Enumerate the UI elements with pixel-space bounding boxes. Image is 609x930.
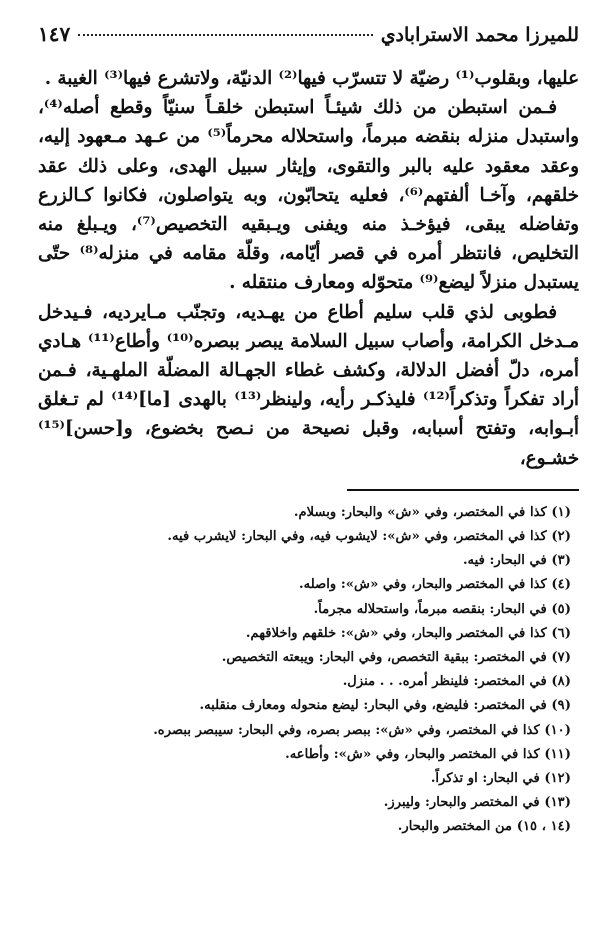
footnote-separator [347,489,579,491]
running-header [38,22,579,62]
footnote: (٦) كذا في المختصر والبحار، وفي «ش»: خلقهم واخلاقهم. [245,625,571,641]
header-dotted-leader [78,34,372,36]
footnote: (١٤ ، ١٥) من المختصر والبحار. [397,819,571,835]
paragraph: فطوبى لذي قلب سليم أطاع من يهـديه، وتجنّب مـايرديه، فـيدخل مـدخل الكرامة، وأصاب سبيل السلامة يبصر ببصره⁽¹⁰⁾ وأطاع⁽¹¹⁾ هـادي أمره، دلّ أفضل الدلالة، وكشف غطاء الجهـالة المضلّة الملهـية، فـمن أراد تفكراً وتذكراً⁽¹²⁾ فليذكـر رأيه، ولينظر⁽¹³⁾ بالهدى [ما]⁽¹⁴⁾ لم تـغلق أبـوابه، وتفتح أسبابه، وقبل نصيحة من نـصح بخضوع، و[حسن]⁽¹⁵⁾ خشـوع، [38,301,579,469]
footnote: (١٠) كذا في المختصر، وفي «ش»: ببصر بصره، وفي البحار: سيبصر ببصره. [153,722,571,738]
footnote: (٢) كذا في المختصر، وفي «ش»: لايشوب فيه، وفي البحار: لايشرب فيه. [167,529,571,545]
paragraph: عليها، وبقلوب⁽¹⁾ رضيّة لا تتسرّب فيها⁽²⁾ الدنيّة، ولاتشرع فيها⁽³⁾ الغيبة . [44,68,579,89]
paragraph: فـمن استبطن من ذلك شيئـاً استبطن خلقـاً سنيّاً وقطع أصله⁽⁴⁾، واستبدل منزله بنقضه مبرماً، واستحلاله محرماً⁽⁵⁾ من عـهد مـعهود إليه، وعقد معقود عليه بالبر والتقوى، وإيثار سبيل الهدى، وعلى ذلك عقد خلقهم، وآخـا ألفتهم⁽⁶⁾، فعليه يتحابّون، وبه يتواصلون، فكانوا كـالزرع وتفاضله يبقى، فيؤخـذ منه ويفنى ويـبقيه التخصيص⁽⁷⁾، ويـبلغ منه التخليص، فانتظر أمره في قصر أيّامه، وقلّة مقامه في منزله⁽⁸⁾ حتّى يستبدل منزلاً ليضع⁽⁹⁾ متحوّله ومعارف منتقله . [38,97,579,294]
body-text [38,64,579,473]
footnotes-list [38,501,579,840]
footnote: (٨) في المختصر: فلينظر أمره. . . منزل. [342,674,571,690]
running-title: للميرزا محمد الاسترابادي [380,24,579,46]
footnote: (٧) في المختصر: ببقية التخصص، وفي البحار: ويبعته التخصيص. [221,650,571,666]
footnote: (١١) كذا في المختصر والبحار، وفي «ش»: وأطاعه. [285,746,571,762]
footnote: (٩) في المختصر: فليضع، وفي البحار: ليضع منحوله ومعارف منقلبه. [199,698,571,714]
footnote: (٤) كذا في المختصر والبحار، وفي «ش»: واصله. [299,577,571,593]
footnote: (١) كذا في المختصر، وفي «ش» والبحار: وبسلام. [293,504,571,520]
footnote: (١٣) في المختصر والبحار: وليبرز. [383,795,571,811]
footnote: (٥) في البحار: بنقصه مبرماً، واستحلاله مجرماً. [313,601,571,617]
footnote: (١٢) في البحار: او تذكراً. [430,771,571,787]
footnote: (٣) في البحار: فيه. [462,553,571,569]
page-number: ١٤٧ [38,22,71,46]
